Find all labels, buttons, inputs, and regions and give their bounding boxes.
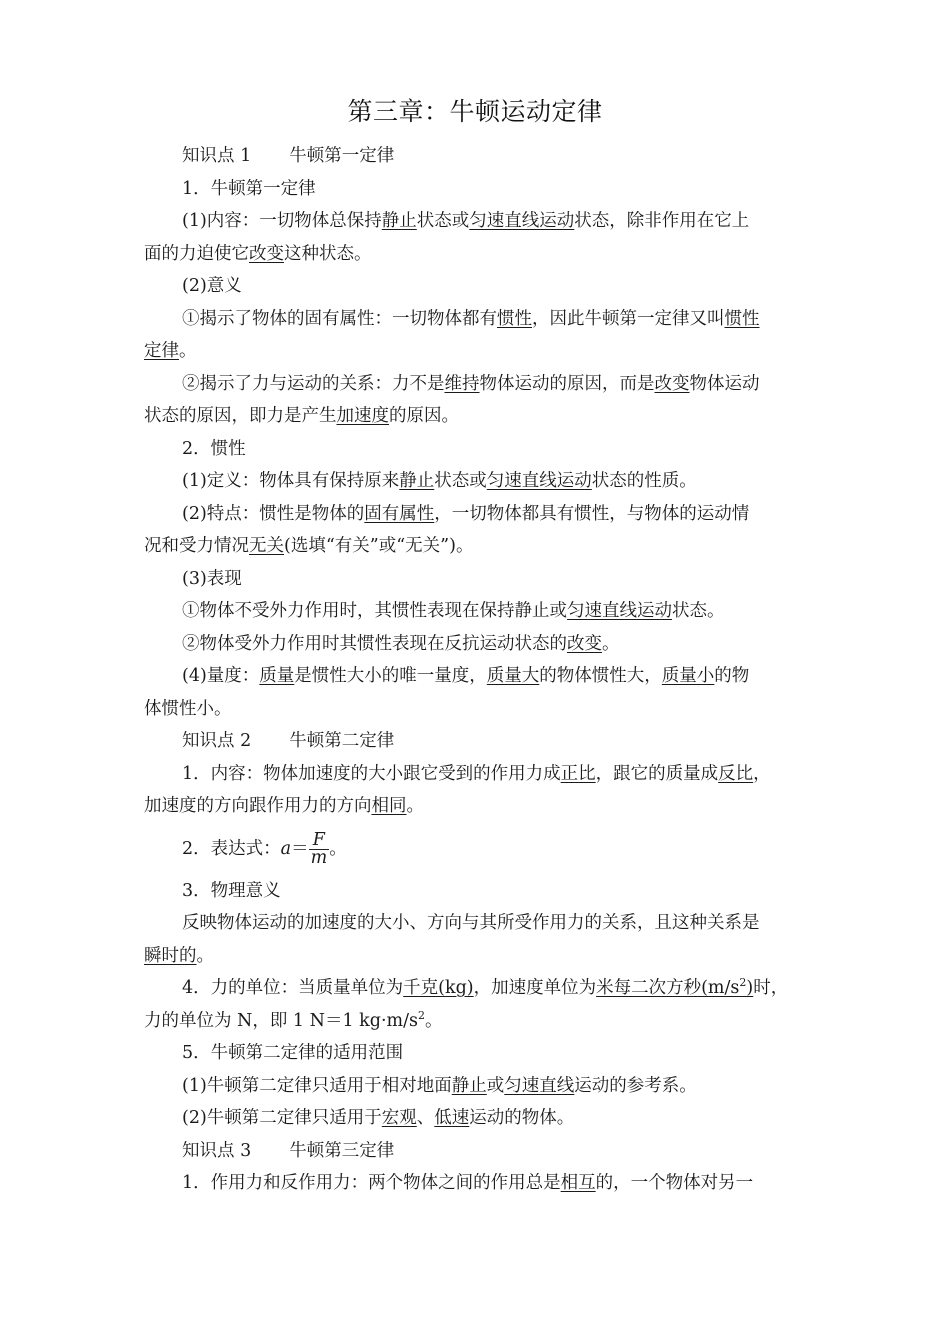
section-heading-2: 知识点 2 牛顿第二定律 bbox=[182, 731, 395, 751]
answer-blank: 相互 bbox=[560, 1173, 596, 1193]
answer-blank: 惯性 bbox=[724, 308, 760, 329]
paragraph-continuation: 面的力迫使它改变这种状态。 bbox=[144, 243, 372, 264]
section-heading-1: 知识点 1 牛顿第一定律 bbox=[182, 146, 395, 166]
answer-blank: 匀速直线 bbox=[504, 1075, 575, 1096]
answer-blank: 瞬时的 bbox=[144, 945, 197, 966]
paragraph: 反映物体运动的加速度的大小、方向与其所受作用力的关系，且这种关系是 bbox=[182, 913, 760, 933]
paragraph: (4)量度：质量是惯性大小的唯一量度，质量大的物体惯性大，质量小的物 bbox=[182, 666, 750, 686]
paragraph: ②物体受外力作用时其惯性表现在反抗运动状态的改变。 bbox=[182, 633, 620, 654]
answer-blank: 静止 bbox=[451, 1075, 487, 1096]
paragraph-continuation: 加速度的方向跟作用力的方向相同。 bbox=[144, 796, 424, 816]
answer-blank: 米每二次方秒$(m/s^2)$ bbox=[596, 976, 754, 998]
paragraph: ①揭示了物体的固有属性：一切物体都有惯性，因此牛顿第一定律又叫惯性 bbox=[182, 308, 760, 329]
answer-blank: 惯性 bbox=[497, 308, 532, 329]
paragraph: (1)内容：一切物体总保持静止状态或匀速直线运动状态，除非作用在它上 bbox=[182, 211, 750, 231]
answer-blank: 正比 bbox=[560, 763, 596, 784]
paragraph-continuation: 状态的原因，即力是产生加速度的原因。 bbox=[144, 406, 459, 426]
paragraph: ②揭示了力与运动的关系：力不是维持物体运动的原因，而是改变物体运动 bbox=[182, 373, 760, 394]
answer-blank: 匀速直线运动 bbox=[567, 601, 672, 621]
paragraph: ①物体不受外力作用时，其惯性表现在保持静止或匀速直线运动状态。 bbox=[182, 601, 725, 621]
subheading: 3．物理意义 bbox=[182, 880, 281, 901]
answer-blank: 匀速直线运动 bbox=[486, 471, 592, 491]
answer-blank: 反比 bbox=[718, 763, 754, 784]
answer-blank: 定律 bbox=[144, 341, 179, 361]
paragraph: 1．内容：物体加速度的大小跟它受到的作用力成正比，跟它的质量成反比， bbox=[182, 763, 771, 784]
paragraph-continuation: 体惯性小。 bbox=[144, 698, 232, 719]
paragraph-continuation: 力的单位为 N，即 1 N＝1 $kg\cdot m/s^2$。 bbox=[144, 1008, 443, 1031]
answer-blank: 维持 bbox=[444, 373, 480, 394]
answer-blank: 静止 bbox=[399, 471, 435, 491]
paragraph: 4．力的单位：当质量单位为千克(kg)，加速度单位为米每二次方秒$(m/s^2)$时， bbox=[182, 976, 789, 998]
answer-blank: 改变 bbox=[567, 633, 602, 654]
section-heading-3: 知识点 3 牛顿第三定律 bbox=[182, 1140, 395, 1161]
answer-blank: 匀速直线运动 bbox=[469, 211, 575, 231]
answer-blank: 无关 bbox=[249, 536, 284, 556]
answer-blank: 静止 bbox=[381, 211, 417, 231]
answer-blank: 相同 bbox=[371, 796, 407, 816]
paragraph-continuation: 定律。 bbox=[144, 341, 197, 361]
paragraph: (2)特点：惯性是物体的固有属性，一切物体都具有惯性，与物体的运动情 bbox=[182, 503, 750, 524]
answer-blank: 千克(kg) bbox=[403, 978, 474, 998]
subheading: 1．牛顿第一定律 bbox=[182, 178, 316, 199]
subheading: 5．牛顿第二定律的适用范围 bbox=[182, 1043, 404, 1063]
answer-blank: 质量 bbox=[259, 666, 295, 686]
fraction-numerator: F bbox=[309, 832, 330, 850]
subheading: (2)意义 bbox=[182, 276, 242, 296]
answer-blank: 加速度 bbox=[336, 406, 389, 426]
answer-blank: 改变 bbox=[249, 243, 284, 264]
paragraph-continuation: 况和受力情况无关(选填“有关”或“无关”)。 bbox=[144, 536, 474, 556]
fraction-denominator: m bbox=[310, 847, 328, 868]
answer-blank: 改变 bbox=[654, 373, 690, 394]
answer-blank: 质量小 bbox=[661, 666, 715, 686]
paragraph-continuation: 瞬时的。 bbox=[144, 945, 214, 966]
document-body bbox=[144, 140, 808, 1200]
paragraph: (2)牛顿第二定律只适用于宏观、低速运动的物体。 bbox=[182, 1108, 575, 1128]
paragraph: (1)牛顿第二定律只适用于相对地面静止或匀速直线运动的参考系。 bbox=[182, 1075, 697, 1096]
page-title: 第三章：牛顿运动定律 bbox=[347, 97, 603, 126]
paragraph: (1)定义：物体具有保持原来静止状态或匀速直线运动状态的性质。 bbox=[182, 471, 697, 491]
paragraph: 1．作用力和反作用力：两个物体之间的作用总是相互的，一个物体对另一 bbox=[182, 1173, 754, 1193]
answer-blank: 固有属性 bbox=[364, 503, 435, 524]
answer-blank: 质量大 bbox=[486, 666, 540, 686]
subheading: 2．惯性 bbox=[182, 438, 246, 459]
formula-line: 2．表达式：a＝ $\frac{F}{m}$ 。 bbox=[182, 829, 347, 868]
subheading: (3)表现 bbox=[182, 568, 242, 589]
answer-blank: 低速 bbox=[434, 1108, 470, 1128]
formula-lhs: a bbox=[280, 838, 292, 859]
fraction bbox=[309, 829, 330, 868]
answer-blank: 宏观 bbox=[381, 1108, 417, 1128]
